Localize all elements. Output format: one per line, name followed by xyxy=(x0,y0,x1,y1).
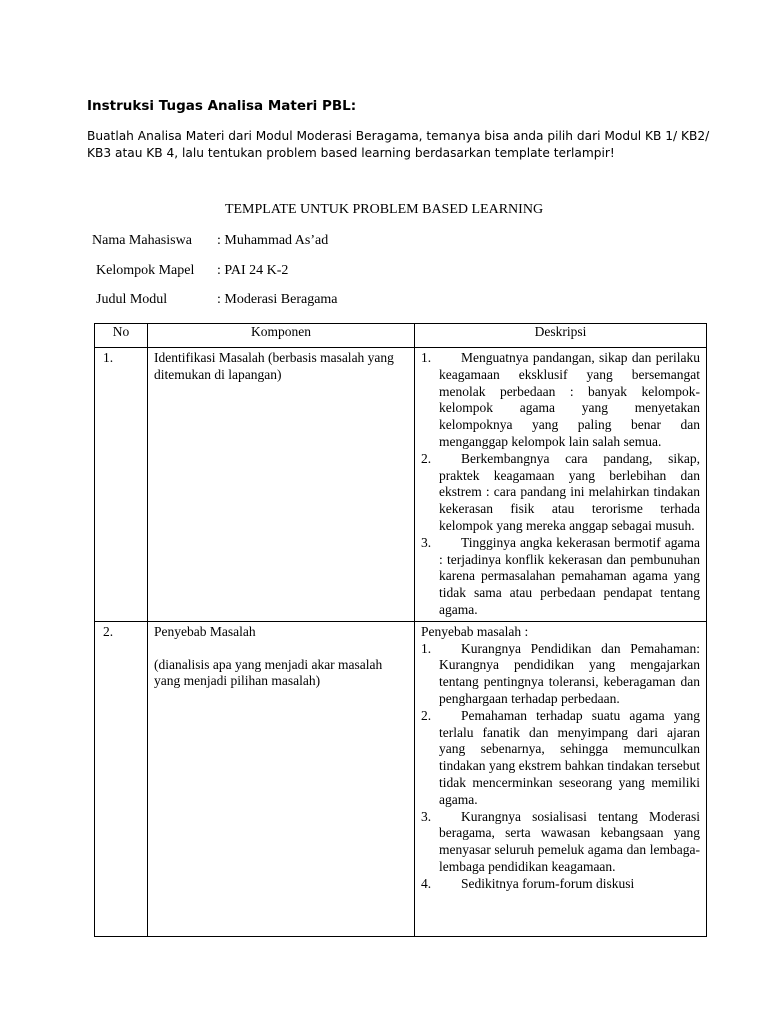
list-number: 2. xyxy=(421,707,432,723)
row-deskripsi xyxy=(415,621,707,936)
list-text: Pemahaman terhadap suatu agama yang terlalu fanatik dan menyimpang dari ajaran yang sebenarnya, sehingga memunculkan tindakan yang ekstrem bahkan tindakan tersebut tidak mencerminkan seseorang yang memiliki agama. xyxy=(439,707,700,807)
header-deskripsi: Deskripsi xyxy=(415,324,707,348)
list-text: Kurangnya sosialisasi tentang Moderasi beragama, serta wawasan kebangsaan yang menyasar seluruh pemeluk agama dan lembaga-lembaga pendidikan keagamaan. xyxy=(439,808,700,874)
meta-value: : Moderasi Beragama xyxy=(217,292,338,307)
table-row xyxy=(95,621,707,936)
list-item xyxy=(421,451,700,535)
komponen-label: Identifikasi Masalah (berbasis masalah yang ditemukan di lapangan) xyxy=(154,350,394,382)
row-deskripsi xyxy=(415,348,707,622)
row-komponen xyxy=(148,348,415,622)
list-item xyxy=(421,641,700,708)
header-no: No xyxy=(95,324,148,348)
deskripsi-intro: Penyebab masalah : xyxy=(421,623,529,639)
meta-label: Kelompok Mapel xyxy=(96,263,195,278)
list-text: Berkembangnya cara pandang, sikap, praktek keagamaan yang berlebihan dan ekstrem : cara pandang ini melahirkan tindakan kekerasan fisik atau terorisme terhada kelompok yang mereka anggap sebagai musuh. xyxy=(439,450,700,533)
table-row xyxy=(95,348,707,622)
meta-label: Judul Modul xyxy=(96,292,168,307)
list-item xyxy=(421,350,700,451)
assignment-instructions: Buatlah Analisa Materi dari Modul Moderasi Beragama, temanya bisa anda pilih dari Modul KB 1/ KB2/ KB3 atau KB 4, lalu tentukan problem based learning berdasarkan template terlampir! xyxy=(87,129,710,160)
assignment-heading: Instruksi Tugas Analisa Materi PBL: xyxy=(87,98,357,114)
list-item xyxy=(421,708,700,809)
list-item xyxy=(421,876,700,893)
list-text: Menguatnya pandangan, sikap dan perilaku keagamaan eksklusif yang bersemangat menolak perbedaan : banyak kelompok-kelompok agama yang menyetakan kelompoknya yang paling benar dan menganggap kelompok lain salah semua. xyxy=(439,350,700,449)
list-number: 3. xyxy=(421,534,432,550)
list-number: 1. xyxy=(421,640,432,656)
deskripsi-list xyxy=(421,641,700,893)
list-number: 4. xyxy=(421,875,432,891)
list-item xyxy=(421,535,700,619)
template-title: TEMPLATE UNTUK PROBLEM BASED LEARNING xyxy=(224,202,544,217)
list-text: Sedikitnya forum-forum diskusi xyxy=(461,875,635,891)
komponen-label: Penyebab Masalah xyxy=(154,623,256,639)
komponen-note: (dianalisis apa yang menjadi akar masalah yang menjadi pilihan masalah) xyxy=(154,656,383,689)
header-komponen: Komponen xyxy=(148,324,415,348)
table-header-row xyxy=(95,324,707,348)
pbl-template-table xyxy=(94,323,707,937)
row-number: 2. xyxy=(95,621,148,936)
list-number: 3. xyxy=(421,808,432,824)
meta-value: : PAI 24 K-2 xyxy=(217,263,289,278)
meta-value: : Muhammad As’ad xyxy=(217,233,329,248)
row-number: 1. xyxy=(95,348,148,622)
list-text: Kurangnya Pendidikan dan Pemahaman: Kurangnya pendidikan yang mengajarkan tentang pentingnya toleransi, keberagaman dan penghargaan terhadap perbedaan. xyxy=(439,640,700,706)
list-number: 2. xyxy=(421,450,432,466)
list-number: 1. xyxy=(421,350,432,365)
list-text: Tingginya angka kekerasan bermotif agama : terjadinya konflik kekerasan dan pembunuhan karena permasalahan pemahaman agama yang tidak sama atau perbedaan pendapat tentang agama. xyxy=(439,534,700,617)
list-item xyxy=(421,809,700,876)
meta-label: Nama Mahasiswa xyxy=(92,233,192,248)
deskripsi-list xyxy=(421,350,700,619)
row-komponen xyxy=(148,621,415,936)
